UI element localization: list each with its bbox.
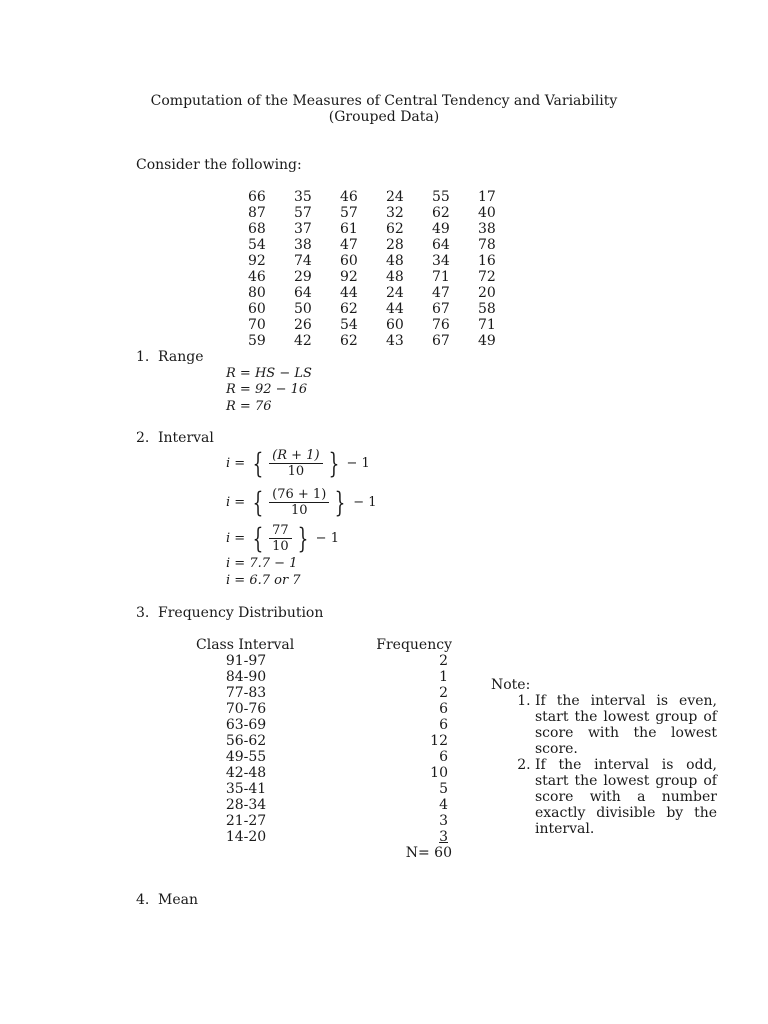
- raw-score-cell: 44: [340, 285, 358, 301]
- raw-score-cell: 37: [294, 221, 312, 237]
- frequency-row: [196, 733, 452, 749]
- class-interval-cell: 70-76: [225, 701, 267, 717]
- raw-score-cell: 66: [248, 189, 266, 205]
- minus-one: − 1: [346, 456, 370, 471]
- class-interval-cell: 14-20: [225, 829, 267, 845]
- raw-score-cell: 74: [294, 253, 312, 269]
- frequency-row: [196, 797, 452, 813]
- frequency-table: [196, 637, 452, 861]
- raw-score-row: [248, 205, 524, 221]
- class-interval-cell: 77-83: [225, 685, 267, 701]
- class-interval-header: Class Interval: [196, 637, 295, 653]
- frequency-row: [196, 813, 452, 829]
- page-subtitle: (Grouped Data): [328, 109, 440, 125]
- raw-score-cell: 47: [432, 285, 450, 301]
- raw-score-cell: 38: [294, 237, 312, 253]
- frequency-row: [196, 749, 452, 765]
- range-formula-3: R = 76: [226, 399, 272, 414]
- range-formula-1: R = HS − LS: [226, 366, 312, 381]
- frequency-cell: 2: [439, 685, 448, 701]
- raw-score-cell: 59: [248, 333, 266, 349]
- frequency-row: [196, 653, 452, 669]
- interval-formula-5: i = 6.7 or 7: [226, 573, 301, 588]
- interval-formula-4: i = 7.7 − 1: [226, 556, 298, 571]
- page-title: Computation of the Measures of Central Tendency and Variability: [150, 93, 618, 109]
- section-mean: [136, 892, 198, 908]
- intro-text: Consider the following:: [136, 157, 302, 173]
- raw-score-row: [248, 317, 524, 333]
- raw-score-cell: 57: [340, 205, 358, 221]
- frequency-cell: 6: [439, 701, 448, 717]
- frequency-cell: 5: [439, 781, 448, 797]
- raw-score-cell: 76: [432, 317, 450, 333]
- fraction-denominator: 10: [272, 539, 289, 554]
- raw-score-cell: 29: [294, 269, 312, 285]
- range-formula-2: R = 92 − 16: [226, 382, 308, 397]
- raw-score-cell: 48: [386, 269, 404, 285]
- frequency-cell: 6: [439, 717, 448, 733]
- raw-score-cell: 42: [294, 333, 312, 349]
- raw-score-cell: 20: [478, 285, 496, 301]
- raw-score-cell: 58: [478, 301, 496, 317]
- raw-score-row: [248, 301, 524, 317]
- raw-score-cell: 92: [248, 253, 266, 269]
- raw-score-cell: 17: [478, 189, 496, 205]
- raw-score-cell: 78: [478, 237, 496, 253]
- raw-score-cell: 46: [248, 269, 266, 285]
- raw-score-row: [248, 333, 524, 349]
- class-interval-cell: 21-27: [225, 813, 267, 829]
- note-list: [491, 693, 717, 837]
- note-item: 1. If the interval is even, start the lowest group of score with the lowest score.: [535, 693, 717, 757]
- minus-one: − 1: [315, 531, 339, 546]
- raw-score-cell: 92: [340, 269, 358, 285]
- raw-score-cell: 34: [432, 253, 450, 269]
- frequency-cell: 3: [439, 813, 448, 829]
- frequency-row: [196, 669, 452, 685]
- raw-score-cell: 80: [248, 285, 266, 301]
- section-number: 4.: [136, 892, 150, 908]
- class-interval-cell: 56-62: [225, 733, 267, 749]
- i-equals: i =: [226, 531, 246, 546]
- i-equals: i =: [226, 456, 246, 471]
- interval-formula-3: i = { $\frac{77}{10}$ } − 1: [226, 521, 339, 555]
- section-number: 1.: [136, 349, 150, 365]
- raw-score-cell: 71: [478, 317, 496, 333]
- minus-one: − 1: [353, 495, 377, 510]
- raw-score-row: [248, 221, 524, 237]
- raw-score-cell: 50: [294, 301, 312, 317]
- fraction-numerator: (76 + 1): [269, 487, 329, 503]
- frequency-row: [196, 829, 452, 845]
- fraction-denominator: 10: [287, 464, 305, 479]
- frequency-cell: 1: [439, 669, 448, 685]
- raw-score-row: [248, 253, 524, 269]
- section-label: Frequency Distribution: [158, 605, 324, 621]
- frequency-cell: 6: [439, 749, 448, 765]
- raw-score-cell: 32: [386, 205, 404, 221]
- frequency-cell: 12: [430, 733, 448, 749]
- section-label: Range: [158, 349, 204, 365]
- class-interval-cell: 91-97: [225, 653, 267, 669]
- raw-score-cell: 62: [340, 333, 358, 349]
- raw-score-cell: 47: [340, 237, 358, 253]
- raw-score-cell: 40: [478, 205, 496, 221]
- raw-score-cell: 26: [294, 317, 312, 333]
- raw-score-cell: 67: [432, 333, 450, 349]
- section-range: [136, 349, 203, 365]
- raw-score-cell: 64: [294, 285, 312, 301]
- raw-score-cell: 24: [386, 189, 404, 205]
- raw-score-cell: 72: [478, 269, 496, 285]
- frequency-cell: 10: [430, 765, 448, 781]
- note-title: Note:: [491, 677, 531, 693]
- frequency-cell: 4: [439, 797, 448, 813]
- raw-score-cell: 67: [432, 301, 450, 317]
- frequency-header: Frequency: [376, 637, 452, 653]
- raw-score-row: [248, 269, 524, 285]
- raw-score-cell: 35: [294, 189, 312, 205]
- raw-score-cell: 28: [386, 237, 404, 253]
- raw-score-cell: 49: [478, 333, 496, 349]
- raw-score-cell: 60: [340, 253, 358, 269]
- raw-score-cell: 44: [386, 301, 404, 317]
- fraction-denominator: 10: [290, 503, 308, 518]
- interval-formula-1: i = { $\frac{(R + 1)}{10}$ } − 1: [226, 446, 370, 480]
- raw-score-cell: 87: [248, 205, 266, 221]
- frequency-cell: 3: [439, 829, 448, 845]
- raw-score-cell: 61: [340, 221, 358, 237]
- raw-score-cell: 60: [386, 317, 404, 333]
- raw-score-cell: 62: [386, 221, 404, 237]
- frequency-row: [196, 685, 452, 701]
- section-number: 2.: [136, 430, 150, 446]
- raw-score-cell: 64: [432, 237, 450, 253]
- frequency-row: [196, 701, 452, 717]
- section-frequency-distribution: [136, 605, 323, 621]
- fraction-numerator: (R + 1): [269, 448, 322, 464]
- raw-score-row: [248, 285, 524, 301]
- raw-score-cell: 54: [248, 237, 266, 253]
- raw-score-row: [248, 189, 524, 205]
- i-equals: i =: [226, 495, 246, 510]
- section-label: Interval: [158, 430, 214, 446]
- frequency-cell: 2: [439, 653, 448, 669]
- raw-score-cell: 60: [248, 301, 266, 317]
- fraction-numerator: 77: [269, 523, 292, 539]
- raw-score-cell: 62: [432, 205, 450, 221]
- raw-score-cell: 54: [340, 317, 358, 333]
- class-interval-cell: 63-69: [225, 717, 267, 733]
- frequency-row: [196, 765, 452, 781]
- class-interval-cell: 49-55: [225, 749, 267, 765]
- raw-score-cell: 70: [248, 317, 266, 333]
- raw-score-cell: 16: [478, 253, 496, 269]
- raw-score-cell: 68: [248, 221, 266, 237]
- raw-score-cell: 24: [386, 285, 404, 301]
- class-interval-cell: 42-48: [225, 765, 267, 781]
- raw-score-row: [248, 237, 524, 253]
- class-interval-cell: 35-41: [225, 781, 267, 797]
- section-label: Mean: [158, 892, 198, 908]
- raw-score-cell: 48: [386, 253, 404, 269]
- raw-score-cell: 46: [340, 189, 358, 205]
- raw-score-cell: 49: [432, 221, 450, 237]
- note-item: 2. If the interval is odd, start the lowest group of score with a number exactly divisible by the interval.: [535, 757, 717, 837]
- note-box: [491, 677, 717, 837]
- frequency-row: [196, 717, 452, 733]
- raw-score-cell: 38: [478, 221, 496, 237]
- total-n: N= 60: [405, 845, 452, 861]
- raw-scores-table: [248, 189, 524, 349]
- section-interval: [136, 430, 214, 446]
- class-interval-cell: 84-90: [225, 669, 267, 685]
- raw-score-cell: 57: [294, 205, 312, 221]
- raw-score-cell: 55: [432, 189, 450, 205]
- raw-score-cell: 71: [432, 269, 450, 285]
- section-number: 3.: [136, 605, 150, 621]
- frequency-row: [196, 781, 452, 797]
- interval-formula-2: i = { $\frac{(76 + 1)}{10}$ } − 1: [226, 485, 377, 519]
- class-interval-cell: 28-34: [225, 797, 267, 813]
- raw-score-cell: 62: [340, 301, 358, 317]
- raw-score-cell: 43: [386, 333, 404, 349]
